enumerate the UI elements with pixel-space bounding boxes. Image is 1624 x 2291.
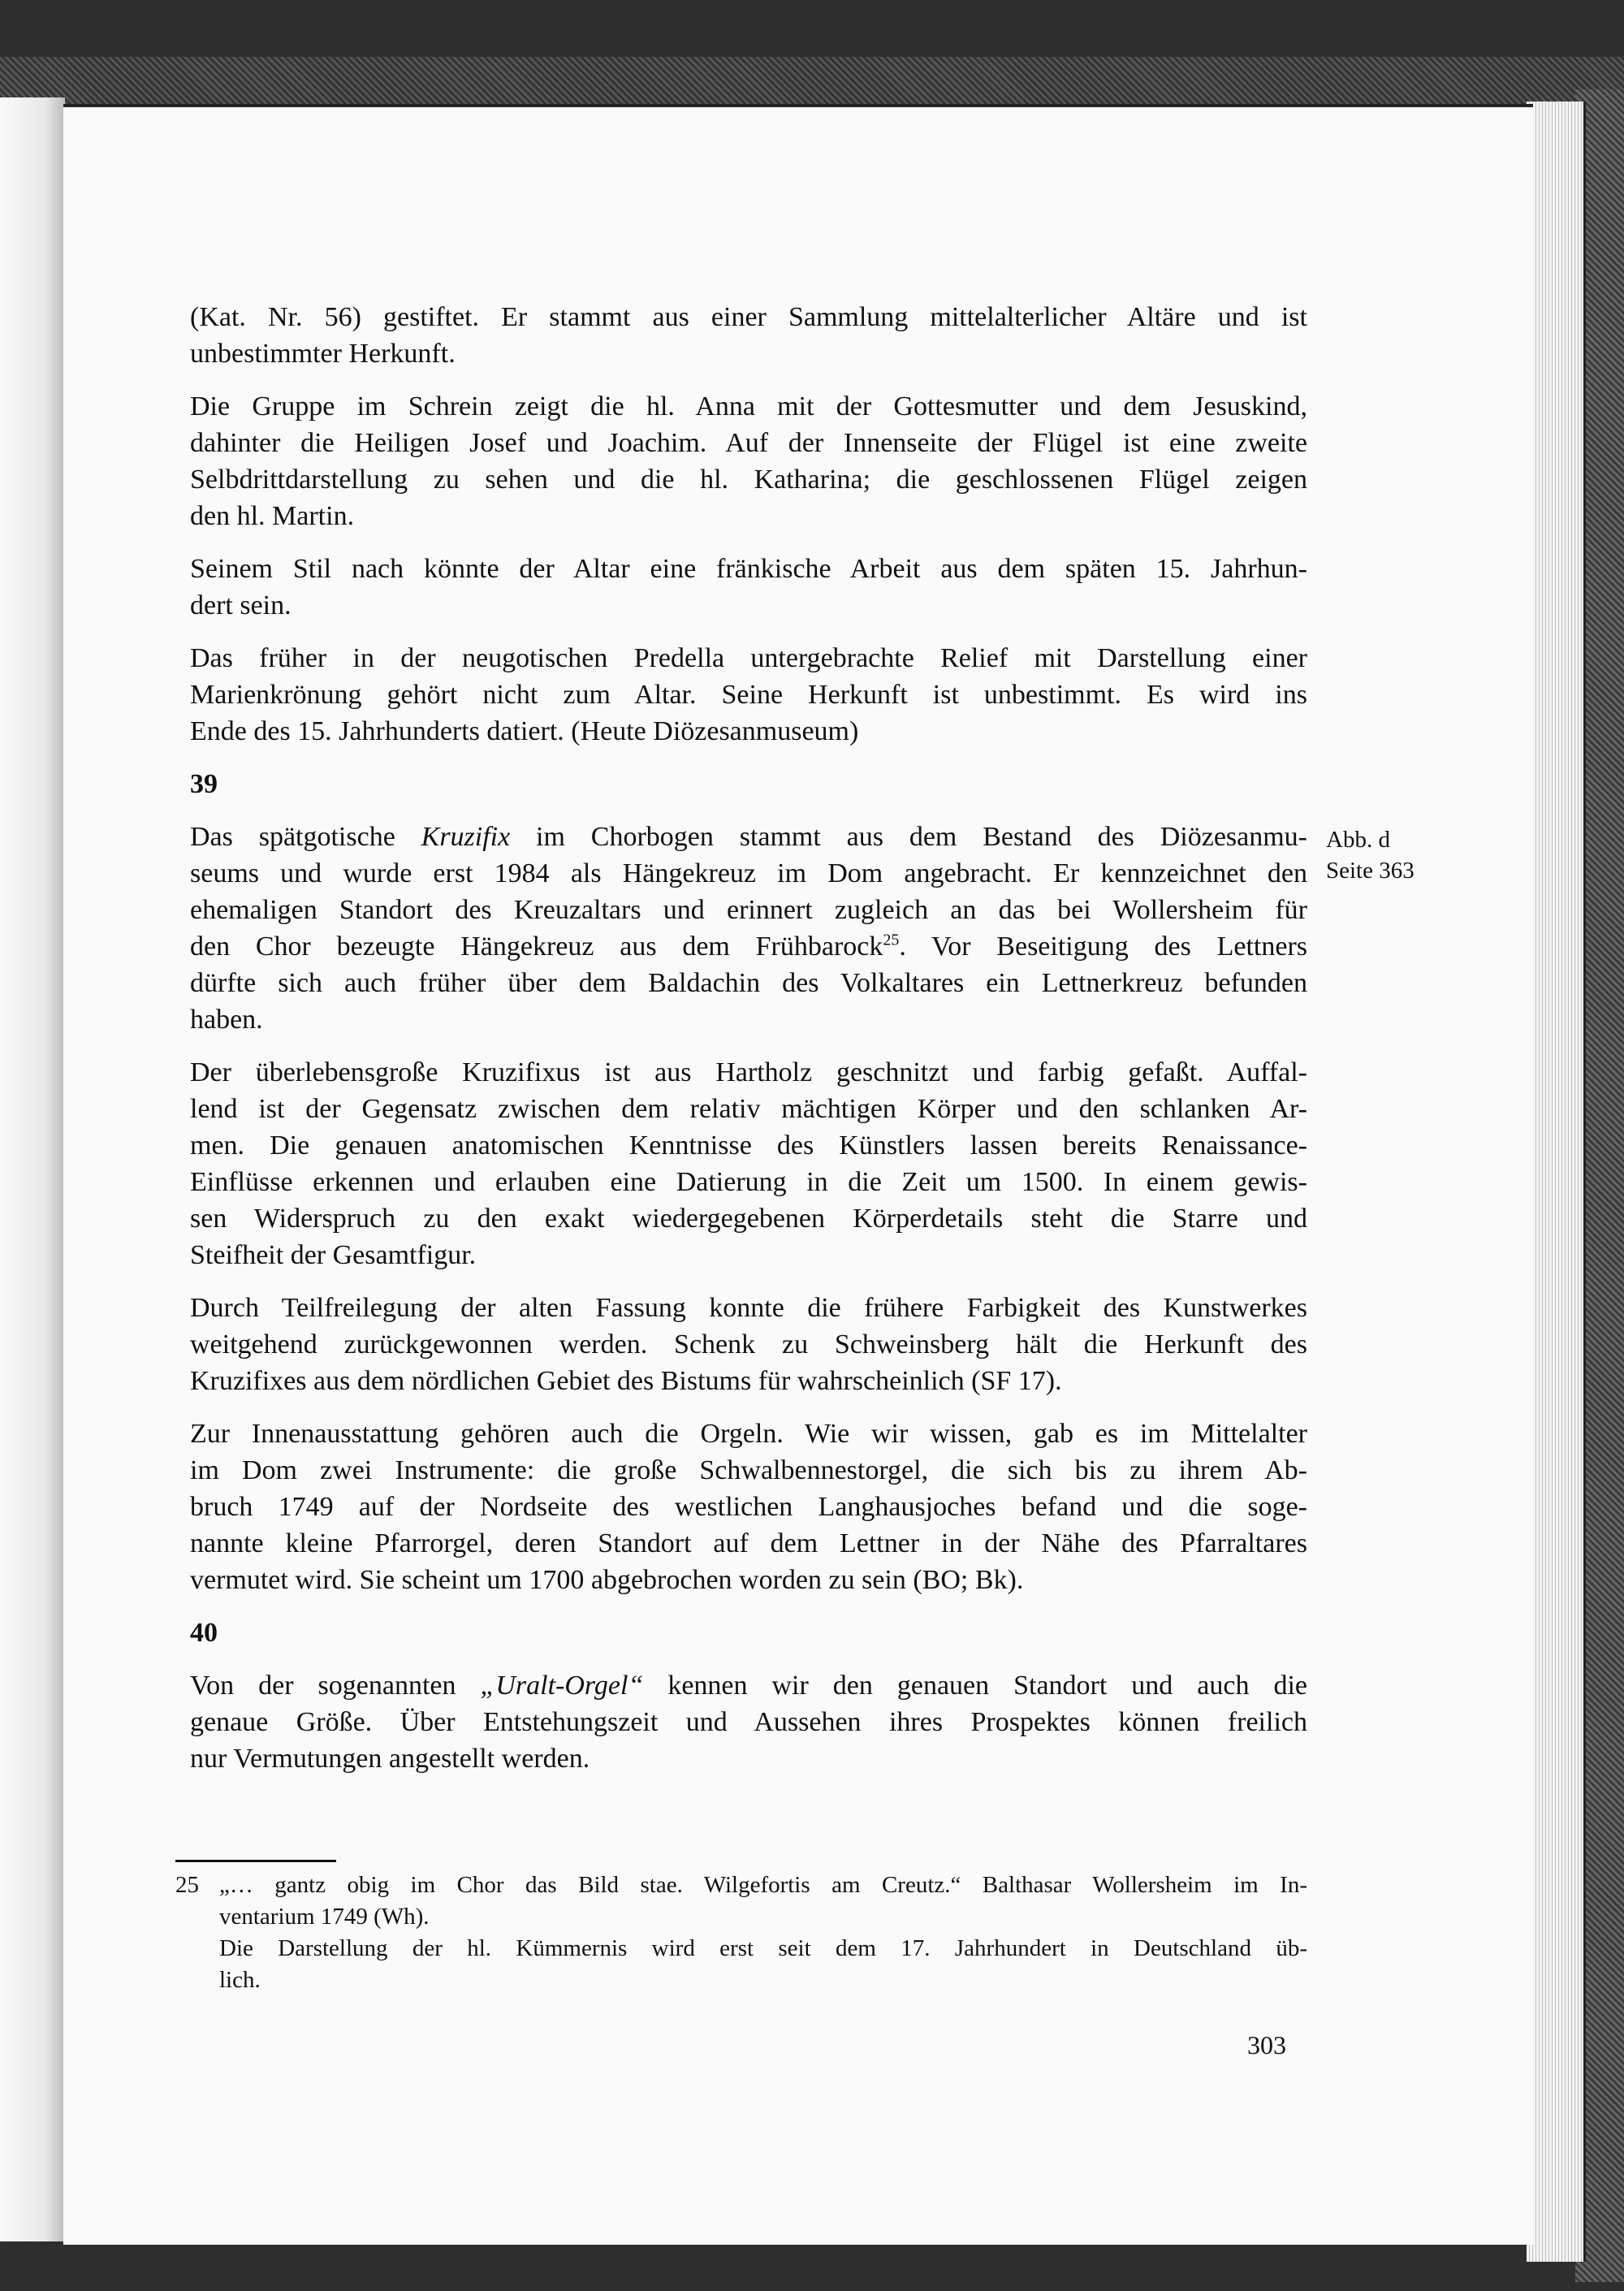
text-line: Kruzifixes aus dem nördlichen Gebiet des Bistums für wahrscheinlich (SF 17). xyxy=(190,1366,1062,1396)
paragraph xyxy=(190,1054,1307,1273)
paragraph xyxy=(190,1667,1307,1777)
text-run: Von der sogenannten xyxy=(190,1671,481,1701)
text-line: sen Widerspruch zu den exakt wiedergegebenen Körperdetails steht die Starre und xyxy=(190,1204,1307,1234)
page-number: 303 xyxy=(1247,2030,1286,2060)
paragraph xyxy=(190,1290,1307,1399)
facing-page-edge xyxy=(0,97,65,2241)
paragraph xyxy=(190,1416,1307,1598)
text-line: Seinem Stil nach könnte der Altar eine fränkische Arbeit aus dem späten 15. Jahrhun- xyxy=(190,554,1307,584)
main-text xyxy=(190,299,1307,1793)
footnote-rule xyxy=(175,1860,336,1862)
text-run: den Chor bezeugte Hängekreuz aus dem Frühbarock xyxy=(190,932,883,962)
footnote-line: ventarium 1749 (Wh). xyxy=(219,1904,430,1930)
text-line xyxy=(190,928,1307,965)
text-line: bruch 1749 auf der Nordseite des westlichen Langhausjoches befand und die soge- xyxy=(190,1492,1307,1522)
paragraph xyxy=(190,299,1307,372)
text-run: kennen wir den genauen Standort und auch die xyxy=(643,1671,1307,1701)
text-line: dahinter die Heiligen Josef und Joachim. Auf der Innenseite der Flügel ist eine zweite xyxy=(190,428,1307,458)
text-line: vermutet wird. Sie scheint um 1700 abgebrochen worden zu sein (BO; Bk). xyxy=(190,1565,1024,1595)
text-line: ehemaligen Standort des Kreuzaltars und erinnert zugleich an das bei Wollersheim für xyxy=(190,895,1307,925)
text-run: im Chorbogen stammt aus dem Bestand des Diözesanmu- xyxy=(510,822,1308,852)
section-number: 39 xyxy=(190,769,218,799)
text-line: (Kat. Nr. 56) gestiftet. Er stammt aus einer Sammlung mittelalterlicher Altäre und ist xyxy=(190,302,1307,332)
text-line: Einflüsse erkennen und erlauben eine Datierung in die Zeit um 1500. In einem gewis- xyxy=(190,1167,1307,1197)
text-line: nur Vermutungen angestellt werden. xyxy=(190,1744,590,1774)
text-line xyxy=(190,819,1307,855)
page-stack-edge xyxy=(1527,102,1586,2262)
italic-term: Kruzifix xyxy=(421,822,511,852)
text-line: haben. xyxy=(190,1005,263,1035)
text-line: Der überlebensgroße Kruzifixus ist aus Hartholz geschnitzt und farbig gefaßt. Auffal- xyxy=(190,1057,1307,1087)
footnote-text xyxy=(219,1870,1307,1996)
paragraph xyxy=(190,551,1307,624)
text-line: men. Die genauen anatomischen Kenntnisse des Künstlers lassen bereits Renaissance- xyxy=(190,1130,1307,1161)
text-line: lend ist der Gegensatz zwischen dem relativ mächtigen Körper und den schlanken Ar- xyxy=(190,1094,1307,1124)
margin-note-line: Seite 363 xyxy=(1326,858,1415,884)
margin-note-line: Abb. d xyxy=(1326,827,1390,853)
footnote-number: 25 xyxy=(175,1872,199,1898)
text-line: genaue Größe. Über Entstehungszeit und Aussehen ihres Prospektes können freilich xyxy=(190,1707,1307,1737)
text-line: nannte kleine Pfarrorgel, deren Standort auf dem Lettner in der Nähe des Pfarraltares xyxy=(190,1528,1307,1558)
text-line: Durch Teilfreilegung der alten Fassung konnte die frühere Farbigkeit des Kunstwerkes xyxy=(190,1293,1307,1323)
text-line: den hl. Martin. xyxy=(190,501,355,531)
margin-note xyxy=(1326,824,1415,886)
paragraph xyxy=(190,388,1307,534)
text-run: . Vor Beseitigung des Lettners xyxy=(899,932,1307,962)
text-line: dert sein. xyxy=(190,590,292,620)
text-line: Selbdrittdarstellung zu sehen und die hl. Katharina; die geschlossenen Flügel zeigen xyxy=(190,465,1307,495)
text-line xyxy=(190,1667,1307,1704)
text-line: Marienkrönung gehört nicht zum Altar. Seine Herkunft ist unbestimmt. Es wird ins xyxy=(190,680,1307,710)
text-line: dürfte sich auch früher über dem Baldachin des Volkaltares ein Lettnerkreuz befunden xyxy=(190,968,1307,998)
text-line: unbestimmter Herkunft. xyxy=(190,339,456,369)
italic-term: „Uralt-Orgel“ xyxy=(480,1671,644,1701)
text-line: Das früher in der neugotischen Predella untergebrachte Relief mit Darstellung einer xyxy=(190,643,1307,673)
text-run: Das spätgotische xyxy=(190,822,421,852)
paragraph xyxy=(190,819,1307,1038)
text-line: Zur Innenausstattung gehören auch die Orgeln. Wie wir wissen, gab es im Mittelalter xyxy=(190,1419,1307,1449)
paragraph xyxy=(190,640,1307,750)
footnote-line: Die Darstellung der hl. Kümmernis wird erst seit dem 17. Jahrhundert in Deutschland üb- xyxy=(219,1935,1307,1961)
text-line: Ende des 15. Jahrhunderts datiert. (Heute Diözesanmuseum) xyxy=(190,716,859,746)
text-line: weitgehend zurückgewonnen werden. Schenk zu Schweinsberg hält die Herkunft des xyxy=(190,1329,1307,1359)
footnote-line: lich. xyxy=(219,1967,261,1993)
footnote-line: „… gantz obig im Chor das Bild stae. Wilgefortis am Creutz.“ Balthasar Wollersheim im In- xyxy=(219,1872,1307,1898)
text-line: seums und wurde erst 1984 als Hängekreuz im Dom angebracht. Er kennzeichnet den xyxy=(190,858,1307,888)
section-number: 40 xyxy=(190,1618,218,1648)
text-line: im Dom zwei Instrumente: die große Schwalbennestorgel, die sich bis zu ihrem Ab- xyxy=(190,1455,1307,1485)
footnote-reference: 25 xyxy=(883,931,900,949)
text-line: Die Gruppe im Schrein zeigt die hl. Anna mit der Gottesmutter und dem Jesuskind, xyxy=(190,391,1307,421)
text-line: Steifheit der Gesamtfigur. xyxy=(190,1240,477,1270)
